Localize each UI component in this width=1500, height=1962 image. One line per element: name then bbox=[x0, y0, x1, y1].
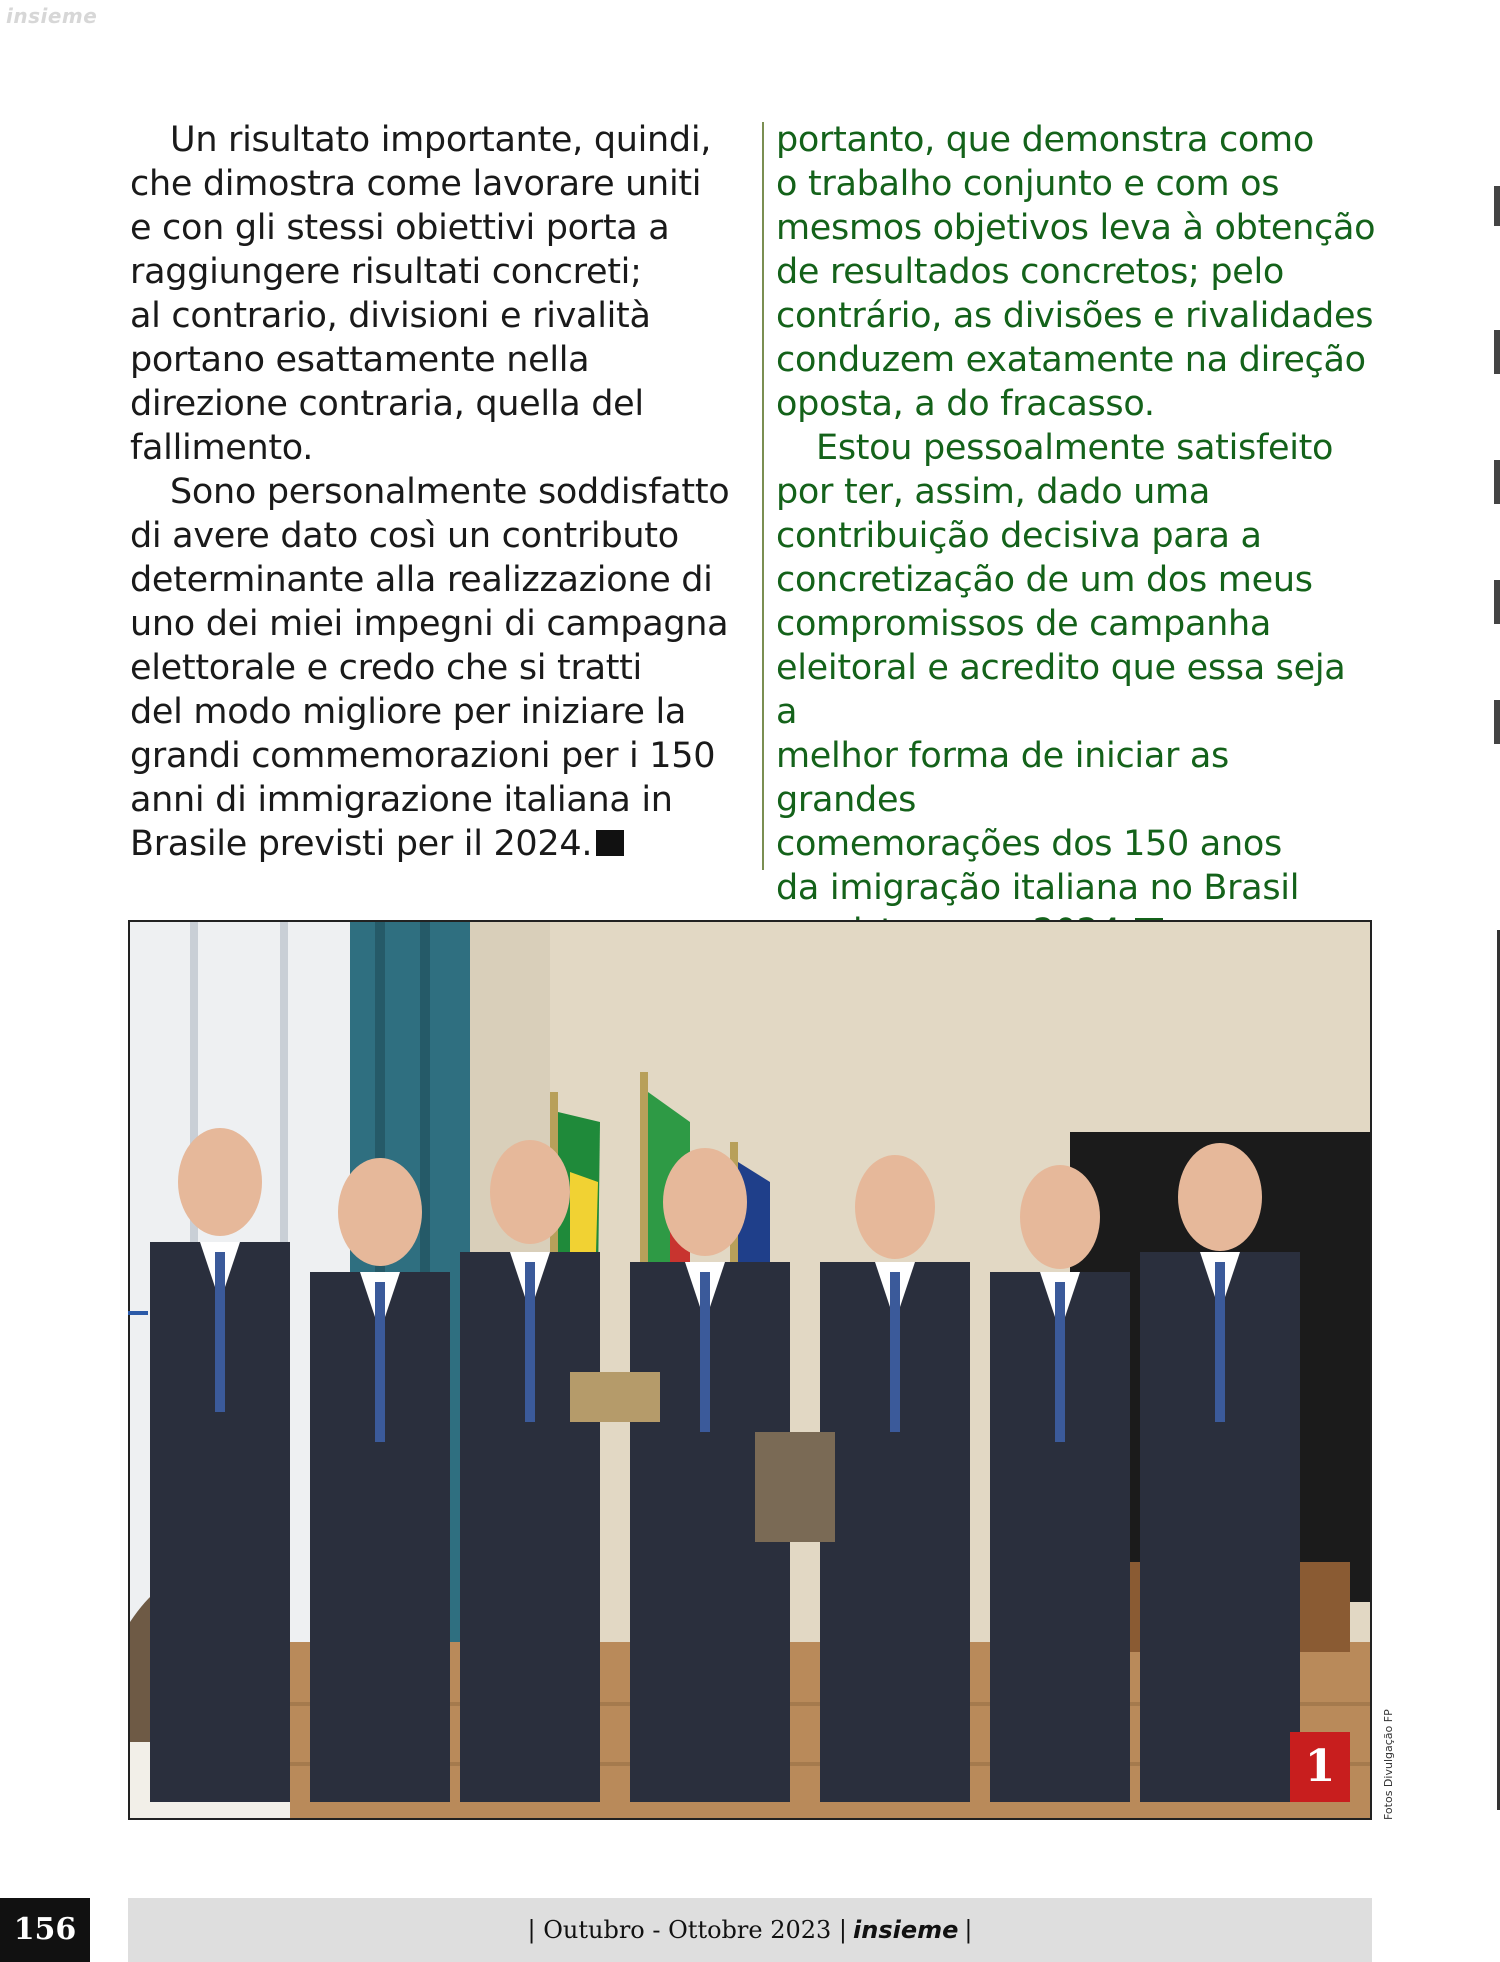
edge-mark bbox=[1494, 330, 1500, 374]
end-of-article-mark bbox=[596, 830, 624, 856]
footer-end: | bbox=[964, 1916, 973, 1944]
portuguese-paragraph-2-text: Estou pessoalmente satisfeito por ter, assim, dado uma contribuição decisiva para a concretização de um dos meus compromissos de campanha eleitoral e acredito que essa seja a melhor forma de iniciar as grandes comemorações dos 150 anos da imigração italiana no Brasil bbox=[776, 428, 1346, 908]
group-photo-illustration bbox=[130, 922, 1370, 1818]
italian-paragraph-1: Un risultato importante, quindi, che dimostra come lavorare uniti e con gli stessi obiettivi porta a raggiungere risultati concreti; al contrario, divisioni e rivalità portano esattamente nella direzione contraria, quella del fallimento. bbox=[130, 120, 712, 468]
footer-date: | Outubro - Ottobre 2023 | bbox=[527, 1916, 847, 1944]
portuguese-column bbox=[776, 118, 1376, 954]
photo-edge-mark bbox=[128, 1311, 148, 1315]
footer-bar bbox=[128, 1898, 1372, 1962]
edge-mark bbox=[1494, 186, 1500, 226]
edge-mark bbox=[1494, 580, 1500, 624]
page-number: 156 bbox=[0, 1898, 90, 1962]
edge-mark bbox=[1494, 460, 1500, 504]
photo-number-badge: 1 bbox=[1290, 1732, 1350, 1802]
portuguese-paragraph-2 bbox=[776, 426, 1376, 954]
italian-paragraph-2-text: Sono personalmente soddisfatto di avere dato così un contributo determinante alla realizzazione di uno dei miei impegni di campagna elettorale e credo che si tratti del modo migliore per iniziare la grandi commemorazioni per i 150 anni di immigrazione italiana in Brasile previsti per il 2024. bbox=[130, 472, 730, 864]
italian-column bbox=[130, 118, 750, 866]
masthead-logo: insieme bbox=[6, 4, 98, 28]
column-divider bbox=[762, 122, 764, 870]
photo-credit: Fotos Divulgação FP bbox=[1382, 1709, 1395, 1820]
italian-paragraph-2 bbox=[130, 470, 750, 866]
portuguese-paragraph-1: portanto, que demonstra como o trabalho conjunto e com os mesmos objetivos leva à obtenção de resultados concretos; pelo contrário, as divisões e rivalidades conduzem exatamente na direção oposta, a do fracasso. bbox=[776, 120, 1376, 424]
footer-brand: insieme bbox=[853, 1916, 959, 1944]
edge-mark bbox=[1494, 700, 1500, 744]
group-photo bbox=[128, 920, 1372, 1820]
